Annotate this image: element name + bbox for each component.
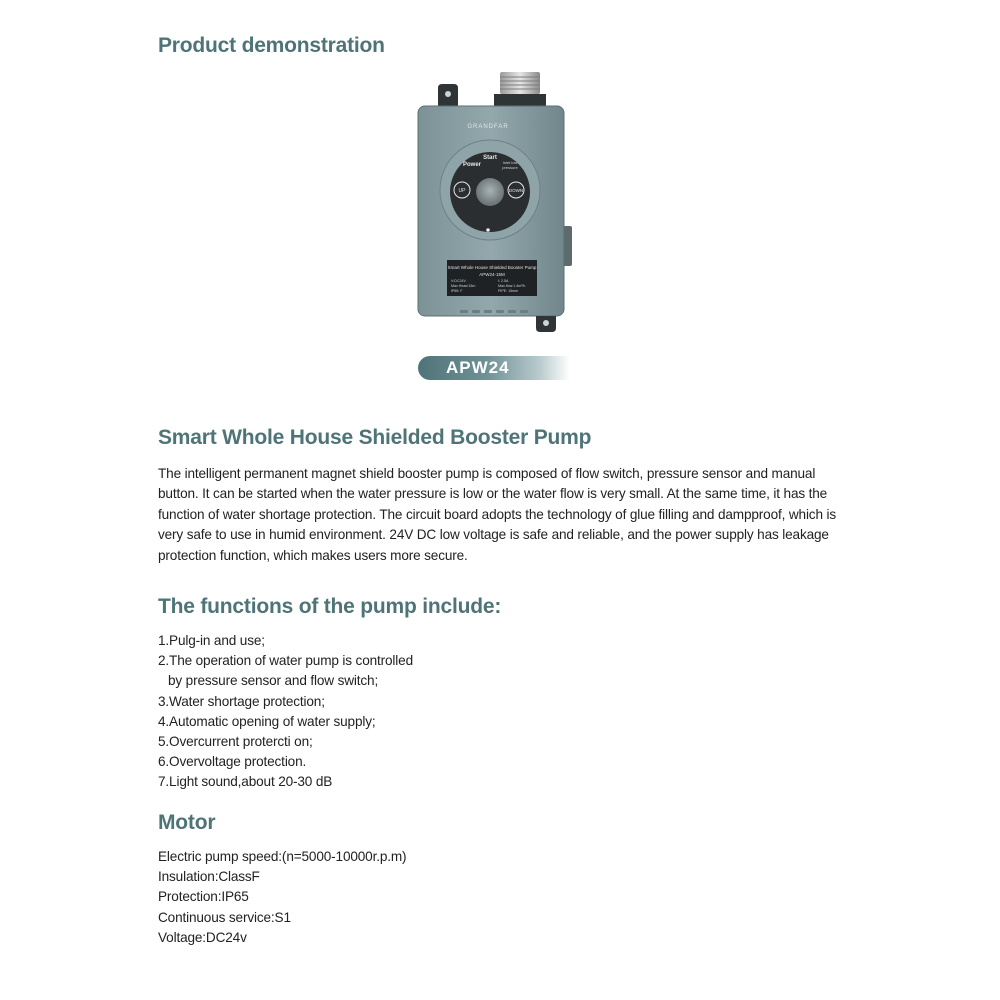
list-item: 7.Light sound,about 20-30 dB [158, 774, 333, 790]
functions-list [158, 631, 413, 793]
model-name: APW24 [446, 358, 510, 377]
product-demonstration-heading: Product demonstration [158, 34, 385, 57]
list-item: Electric pump speed:(n=5000-10000r.p.m) [158, 849, 407, 864]
list-item: by pressure sensor and flow switch; [168, 673, 379, 689]
product-description: The intelligent permanent magnet shield booster pump is composed of flow switch, pressure sensor and manual button. It can be started when the water pressure is low or the water flow is very small. At the same time, it has the function of water shortage protection. The circuit board adopts the technology of glue filling and dampproof, which is very safe to use in humid environment. 24V DC low voltage is safe and reliable, and the power supply has leakage protection function, which makes users more secure. [158, 466, 837, 563]
product-title-heading: Smart Whole House Shielded Booster Pump [158, 426, 592, 449]
svg-text:APW24-15M: APW24-15M [479, 272, 505, 277]
svg-text:UP: UP [458, 188, 466, 194]
list-item: Voltage:DC24v [158, 929, 247, 945]
svg-text:V:DC24V: V:DC24V [451, 279, 466, 283]
svg-text:DOWN: DOWN [508, 188, 524, 193]
svg-text:Power: Power [462, 162, 482, 168]
list-item: 1.Pulg-in and use; [158, 633, 265, 648]
list-item: 4.Automatic opening of water supply; [158, 713, 376, 729]
model-name-badge [418, 356, 570, 380]
list-item: Protection:IP65 [158, 889, 249, 905]
list-item: Insulation:ClassF [158, 869, 260, 885]
list-item: 5.Overcurrent protercti on; [158, 734, 313, 750]
svg-text:Inlet low: Inlet low [502, 160, 518, 165]
svg-text:pressure: pressure [502, 165, 518, 170]
svg-text:I: 2.5A: I: 2.5A [498, 279, 509, 283]
svg-text:Smart Whole House Shielded Boo: Smart Whole House Shielded Booster Pump [447, 265, 537, 270]
svg-text:IP65: F: IP65: F [451, 289, 463, 293]
svg-text:Max.Head:15m: Max.Head:15m [451, 284, 476, 288]
pump-product-image [410, 66, 580, 338]
list-item: 6.Overvoltage protection. [158, 754, 307, 770]
motor-heading: Motor [158, 811, 216, 834]
svg-text:PIPE: 15mm: PIPE: 15mm [498, 289, 519, 293]
motor-specs-list [158, 847, 406, 948]
functions-heading: The functions of the pump include: [158, 595, 502, 618]
svg-text:GRANDFAR: GRANDFAR [467, 124, 509, 130]
svg-text:Start: Start [483, 155, 497, 161]
list-item: Continuous service:S1 [158, 909, 291, 925]
svg-text:Max.flow:1.4m³/h: Max.flow:1.4m³/h [498, 284, 526, 288]
list-item: 3.Water shortage protection; [158, 693, 325, 709]
list-item: 2.The operation of water pump is controlled [158, 653, 413, 669]
